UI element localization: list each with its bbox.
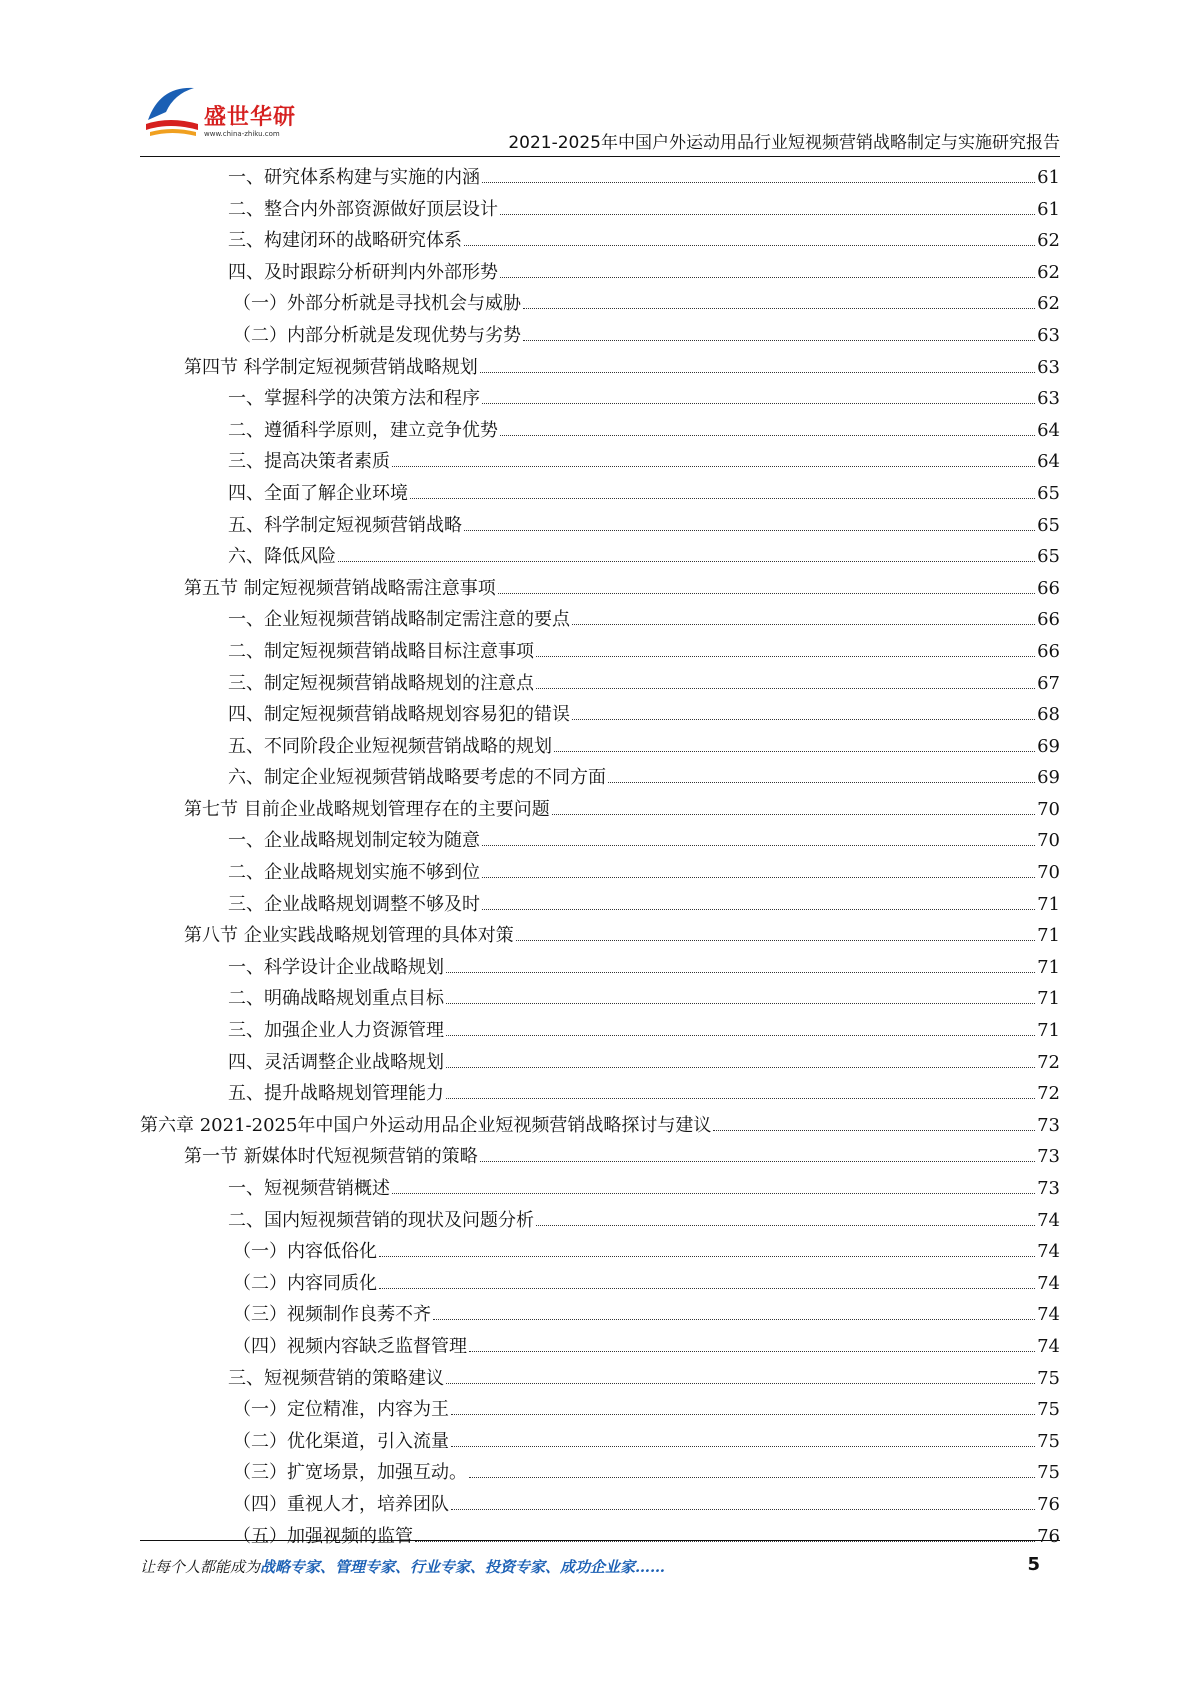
toc-entry[interactable] xyxy=(140,320,1060,352)
toc-entry-title: （三）扩宽场景，加强互动。 xyxy=(233,1462,467,1484)
toc-entry[interactable] xyxy=(140,762,1060,794)
toc-entry[interactable] xyxy=(140,352,1060,384)
toc-entry-page: 66 xyxy=(1037,577,1060,599)
toc-entry[interactable] xyxy=(140,1236,1060,1268)
toc-entry-title: （一）定位精准，内容为王 xyxy=(233,1399,449,1421)
toc-entry-page: 70 xyxy=(1037,798,1060,820)
toc-entry[interactable] xyxy=(140,573,1060,605)
toc-entry-page: 70 xyxy=(1037,830,1060,852)
toc-leader-dots xyxy=(469,1351,1035,1352)
toc-entry[interactable] xyxy=(140,1426,1060,1458)
toc-entry-title: 四、制定短视频营销战略规划容易犯的错误 xyxy=(228,704,570,726)
toc-leader-dots xyxy=(482,877,1035,878)
toc-leader-dots xyxy=(446,972,1035,973)
toc-entry[interactable] xyxy=(140,1299,1060,1331)
toc-entry-page: 64 xyxy=(1037,419,1060,441)
toc-entry-page: 75 xyxy=(1037,1462,1060,1484)
footer-slogan xyxy=(140,1556,665,1577)
toc-entry-page: 66 xyxy=(1037,640,1060,662)
toc-entry-page: 73 xyxy=(1037,1146,1060,1168)
toc-entry[interactable] xyxy=(140,194,1060,226)
toc-entry-page: 74 xyxy=(1037,1304,1060,1326)
toc-entry-title: 一、掌握科学的决策方法和程序 xyxy=(228,388,480,410)
toc-leader-dots xyxy=(482,909,1035,910)
toc-entry-page: 65 xyxy=(1037,514,1060,536)
toc-entry-title: 五、不同阶段企业短视频营销战略的规划 xyxy=(228,735,552,757)
toc-entry-title: 二、整合内外部资源做好顶层设计 xyxy=(228,198,498,220)
toc-entry-page: 63 xyxy=(1037,388,1060,410)
toc-entry-page: 74 xyxy=(1037,1272,1060,1294)
toc-entry[interactable] xyxy=(140,1489,1060,1521)
toc-leader-dots xyxy=(446,1383,1035,1384)
toc-leader-dots xyxy=(572,719,1035,720)
header-divider xyxy=(140,156,1060,157)
company-logo xyxy=(140,78,360,148)
toc-entry-title: 第五节 制定短视频营销战略需注意事项 xyxy=(184,577,496,599)
toc-entry-title: 四、全面了解企业环境 xyxy=(228,482,408,504)
toc-leader-dots xyxy=(498,593,1035,594)
toc-entry[interactable] xyxy=(140,731,1060,763)
footer-divider xyxy=(140,1540,1060,1541)
toc-entry-page: 69 xyxy=(1037,735,1060,757)
toc-entry[interactable] xyxy=(140,225,1060,257)
toc-leader-dots xyxy=(469,1477,1035,1478)
toc-entry-title: （三）视频制作良莠不齐 xyxy=(233,1304,431,1326)
toc-entry[interactable] xyxy=(140,257,1060,289)
toc-entry-title: 一、科学设计企业战略规划 xyxy=(228,956,444,978)
toc-leader-dots xyxy=(464,245,1035,246)
toc-entry-page: 63 xyxy=(1037,324,1060,346)
toc-leader-dots xyxy=(523,308,1035,309)
toc-entry-title: 二、明确战略规划重点目标 xyxy=(228,988,444,1010)
slogan-highlight: 战略专家、管理专家、行业专家、投资专家、成功企业家…… xyxy=(260,1558,666,1576)
toc-leader-dots xyxy=(433,1319,1035,1320)
toc-entry-title: 二、国内短视频营销的现状及问题分析 xyxy=(228,1209,534,1231)
toc-entry-title: 第六章 2021-2025年中国户外运动用品企业短视频营销战略探讨与建议 xyxy=(140,1114,712,1136)
toc-leader-dots xyxy=(392,466,1035,467)
toc-leader-dots xyxy=(451,1446,1035,1447)
toc-entry-title: 五、科学制定短视频营销战略 xyxy=(228,514,462,536)
toc-entry-title: 一、研究体系构建与实施的内涵 xyxy=(228,167,480,188)
toc-entry-page: 62 xyxy=(1037,261,1060,283)
toc-leader-dots xyxy=(338,561,1035,562)
toc-entry-page: 75 xyxy=(1037,1399,1060,1421)
slogan-prefix: 让每个人都能成为 xyxy=(140,1558,261,1576)
toc-entry-page: 67 xyxy=(1037,672,1060,694)
toc-leader-dots xyxy=(379,1256,1035,1257)
toc-entry-page: 61 xyxy=(1037,167,1060,188)
toc-entry[interactable] xyxy=(140,1363,1060,1395)
toc-entry[interactable] xyxy=(140,1457,1060,1489)
toc-entry-page: 74 xyxy=(1037,1241,1060,1263)
toc-entry-page: 71 xyxy=(1037,925,1060,947)
toc-entry-title: 三、提高决策者素质 xyxy=(228,451,390,473)
toc-entry[interactable] xyxy=(140,857,1060,889)
toc-entry-page: 66 xyxy=(1037,609,1060,631)
toc-entry-page: 74 xyxy=(1037,1335,1060,1357)
toc-entry[interactable] xyxy=(140,1331,1060,1363)
toc-entry-page: 62 xyxy=(1037,230,1060,252)
toc-leader-dots xyxy=(500,277,1035,278)
toc-leader-dots xyxy=(554,751,1035,752)
toc-entry-page: 73 xyxy=(1037,1178,1060,1199)
toc-entry-page: 75 xyxy=(1037,1430,1060,1452)
toc-leader-dots xyxy=(500,435,1035,436)
toc-entry-title: 四、及时跟踪分析研判内外部形势 xyxy=(228,261,498,283)
toc-entry[interactable] xyxy=(140,604,1060,636)
toc-leader-dots xyxy=(451,1509,1035,1510)
toc-entry-page: 61 xyxy=(1037,198,1060,220)
toc-entry[interactable] xyxy=(140,446,1060,478)
toc-entry-title: 一、企业战略规划制定较为随意 xyxy=(228,830,480,852)
toc-entry-title: 第四节 科学制定短视频营销战略规划 xyxy=(184,356,478,378)
page-footer xyxy=(140,1556,1060,1586)
toc-leader-dots xyxy=(451,1414,1035,1415)
toc-entry-page: 71 xyxy=(1037,988,1060,1010)
toc-entry-title: 三、短视频营销的策略建议 xyxy=(228,1367,444,1389)
toc-entry[interactable] xyxy=(140,1078,1060,1110)
toc-leader-dots xyxy=(536,656,1035,657)
logo-emblem-icon xyxy=(140,78,204,142)
toc-leader-dots xyxy=(446,1067,1035,1068)
toc-leader-dots xyxy=(523,340,1035,341)
toc-entry-title: 二、制定短视频营销战略目标注意事项 xyxy=(228,640,534,662)
toc-leader-dots xyxy=(480,372,1035,373)
toc-entry[interactable] xyxy=(140,1394,1060,1426)
toc-entry-title: 第八节 企业实践战略规划管理的具体对策 xyxy=(184,925,514,947)
toc-entry-title: （四）重视人才，培养团队 xyxy=(233,1493,449,1515)
toc-entry-page: 65 xyxy=(1037,482,1060,504)
toc-entry[interactable] xyxy=(140,288,1060,320)
toc-leader-dots xyxy=(392,1193,1035,1194)
toc-leader-dots xyxy=(480,1161,1035,1162)
toc-entry-title: 二、遵循科学原则，建立竞争优势 xyxy=(228,419,498,441)
toc-leader-dots xyxy=(500,214,1035,215)
toc-leader-dots xyxy=(482,845,1035,846)
brand-name: 盛世华研 xyxy=(204,105,297,130)
toc-entry[interactable] xyxy=(140,920,1060,952)
toc-entry[interactable] xyxy=(140,699,1060,731)
toc-entry[interactable] xyxy=(140,794,1060,826)
toc-leader-dots xyxy=(572,624,1035,625)
toc-entry[interactable] xyxy=(140,510,1060,542)
toc-entry-page: 63 xyxy=(1037,356,1060,378)
toc-entry-title: 三、构建闭环的战略研究体系 xyxy=(228,230,462,252)
toc-entry-title: 六、制定企业短视频营销战略要考虑的不同方面 xyxy=(228,767,606,789)
toc-entry-title: 二、企业战略规划实施不够到位 xyxy=(228,862,480,884)
toc-entry[interactable] xyxy=(140,668,1060,700)
toc-leader-dots xyxy=(482,403,1035,404)
toc-leader-dots xyxy=(713,1130,1035,1131)
toc-entry-page: 75 xyxy=(1037,1367,1060,1389)
toc-leader-dots xyxy=(410,498,1035,499)
toc-entry[interactable] xyxy=(140,636,1060,668)
toc-entry-page: 74 xyxy=(1037,1209,1060,1231)
toc-entry-title: 六、降低风险 xyxy=(228,546,336,568)
toc-entry-page: 72 xyxy=(1037,1051,1060,1073)
toc-entry-title: 一、短视频营销概述 xyxy=(228,1178,390,1199)
toc-entry-page: 71 xyxy=(1037,893,1060,915)
toc-entry-page: 76 xyxy=(1037,1493,1060,1515)
toc-entry-title: 三、加强企业人力资源管理 xyxy=(228,1020,444,1042)
toc-leader-dots xyxy=(446,1098,1035,1099)
toc-entry-page: 71 xyxy=(1037,956,1060,978)
toc-entry-title: 三、企业战略规划调整不够及时 xyxy=(228,893,480,915)
toc-entry-title: 一、企业短视频营销战略制定需注意的要点 xyxy=(228,609,570,631)
toc-entry[interactable] xyxy=(140,1015,1060,1047)
toc-entry[interactable] xyxy=(140,1141,1060,1173)
toc-entry-title: 第七节 目前企业战略规划管理存在的主要问题 xyxy=(184,798,550,820)
report-title: 2021-2025年中国户外运动用品行业短视频营销战略制定与实施研究报告 xyxy=(508,133,1060,153)
toc-leader-dots xyxy=(536,1225,1035,1226)
toc-leader-dots xyxy=(516,940,1035,941)
toc-entry[interactable] xyxy=(140,1110,1060,1142)
toc-entry[interactable] xyxy=(140,1521,1060,1553)
toc-entry[interactable] xyxy=(140,889,1060,921)
toc-entry[interactable] xyxy=(140,1047,1060,1079)
toc-entry-title: 四、灵活调整企业战略规划 xyxy=(228,1051,444,1073)
toc-leader-dots xyxy=(482,182,1035,183)
toc-leader-dots xyxy=(379,1288,1035,1289)
toc-entry-page: 70 xyxy=(1037,862,1060,884)
toc-entry-page: 68 xyxy=(1037,704,1060,726)
toc-entry[interactable] xyxy=(140,1173,1060,1205)
toc-entry-page: 76 xyxy=(1037,1525,1060,1547)
toc-entry[interactable] xyxy=(140,162,1060,194)
toc-leader-dots xyxy=(608,782,1035,783)
toc-entry[interactable] xyxy=(140,1268,1060,1300)
toc-leader-dots xyxy=(536,688,1035,689)
page-number: 5 xyxy=(1027,1554,1040,1575)
toc-leader-dots xyxy=(464,530,1035,531)
toc-entry-page: 72 xyxy=(1037,1083,1060,1105)
toc-entry-page: 69 xyxy=(1037,767,1060,789)
toc-entry-title: 三、制定短视频营销战略规划的注意点 xyxy=(228,672,534,694)
toc-entry-title: （二）优化渠道，引入流量 xyxy=(233,1430,449,1452)
toc-entry-title: 五、提升战略规划管理能力 xyxy=(228,1083,444,1105)
toc-entry[interactable] xyxy=(140,478,1060,510)
page-header xyxy=(140,78,1060,158)
toc-leader-dots xyxy=(552,814,1035,815)
toc-entry-page: 62 xyxy=(1037,293,1060,315)
toc-entry-page: 71 xyxy=(1037,1020,1060,1042)
toc-entry-title: （五）加强视频的监管 xyxy=(233,1525,413,1547)
toc-entry-title: （一）外部分析就是寻找机会与威胁 xyxy=(233,293,521,315)
toc-entry[interactable] xyxy=(140,1205,1060,1237)
toc-entry-page: 73 xyxy=(1037,1114,1060,1136)
toc-entry[interactable] xyxy=(140,541,1060,573)
toc-entry-title: （二）内部分析就是发现优势与劣势 xyxy=(233,324,521,346)
toc-entry[interactable] xyxy=(140,983,1060,1015)
brand-url: www.china-zhiku.com xyxy=(204,130,280,138)
toc-entry-page: 65 xyxy=(1037,546,1060,568)
toc-entry[interactable] xyxy=(140,825,1060,857)
toc-leader-dots xyxy=(446,1035,1035,1036)
toc-entry-title: （四）视频内容缺乏监督管理 xyxy=(233,1335,467,1357)
toc-entry[interactable] xyxy=(140,952,1060,984)
toc-entry[interactable] xyxy=(140,415,1060,447)
toc-entry-title: （二）内容同质化 xyxy=(233,1272,377,1294)
toc-entry-title: 第一节 新媒体时代短视频营销的策略 xyxy=(184,1146,478,1168)
table-of-contents xyxy=(140,162,1060,1552)
toc-entry-title: （一）内容低俗化 xyxy=(233,1241,377,1263)
toc-entry[interactable] xyxy=(140,383,1060,415)
toc-entry-page: 64 xyxy=(1037,451,1060,473)
toc-leader-dots xyxy=(446,1003,1035,1004)
